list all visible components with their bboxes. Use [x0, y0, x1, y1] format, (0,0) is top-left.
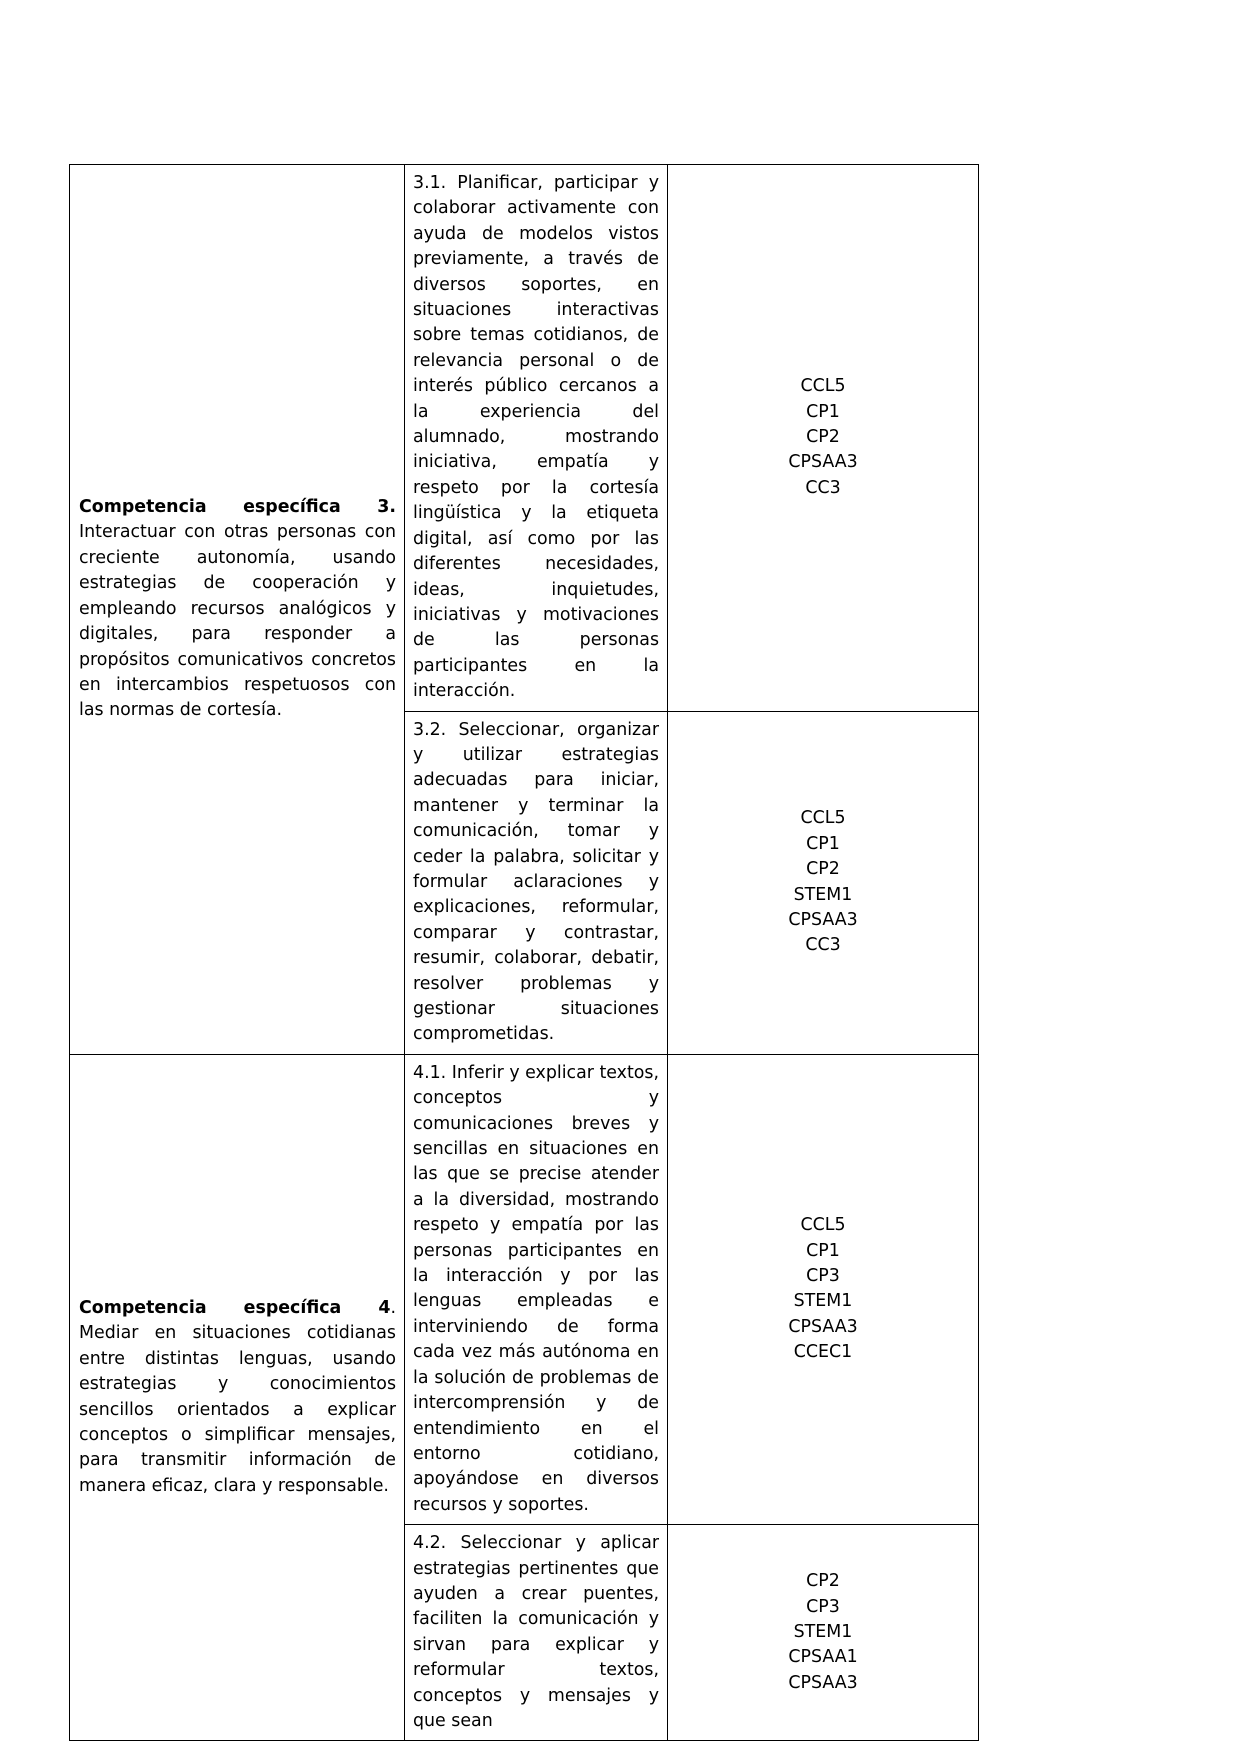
- descriptor-item: STEM1: [793, 1622, 853, 1643]
- descriptor-item: CP3: [806, 1266, 840, 1287]
- descriptor-item: CPSAA3: [788, 452, 858, 473]
- descriptor-item: CCL5: [800, 808, 846, 829]
- competencia-cell-3: [70, 165, 405, 1055]
- descriptor-list-4-1: [668, 1213, 978, 1365]
- descriptor-cell-4-1: [668, 1054, 979, 1524]
- criterio-cell-4-2: [405, 1525, 668, 1741]
- descriptor-item: CCEC1: [793, 1342, 853, 1363]
- criterio-cell-3-1: [405, 165, 668, 712]
- descriptor-list-3-1: [668, 374, 978, 501]
- table-row: [70, 1054, 979, 1524]
- curriculum-table: [69, 164, 979, 1741]
- descriptor-item: CCL5: [800, 1215, 846, 1236]
- descriptor-item: CPSAA1: [788, 1647, 858, 1668]
- descriptor-item: CP1: [806, 1240, 840, 1261]
- competencia-label-4: Competencia específica 4: [79, 1297, 391, 1318]
- criterio-text-3-2: 3.2. Seleccionar, organizar y utilizar estrategias adecuadas para iniciar, mantener y terminar la comunicación, tomar y ceder la palabra, solicitar y formular aclaraciones y explicaciones, reformular, comparar y contrastar, resumir, colaborar, debatir, resolver problemas y gestionar situaciones comprometidas.: [413, 719, 659, 1045]
- descriptor-list-3-2: [668, 806, 978, 958]
- table-row: [70, 165, 979, 712]
- descriptor-item: STEM1: [793, 884, 853, 905]
- descriptor-cell-4-2: [668, 1525, 979, 1741]
- descriptor-item: CC3: [805, 477, 841, 498]
- competencia-text-4: [79, 1296, 396, 1499]
- descriptor-item: STEM1: [793, 1291, 853, 1312]
- criterio-text-4-2: 4.2. Seleccionar y aplicar estrategias pertinentes que ayuden a crear puentes, faciliten la comunicación y sirvan para explicar y reformular textos, conceptos y mensajes y que sean: [413, 1533, 659, 1731]
- descriptor-item: CPSAA3: [788, 1672, 858, 1693]
- descriptor-item: CP2: [806, 1571, 840, 1592]
- criterio-text-3-1: 3.1. Planificar, participar y colaborar activamente con ayuda de modelos vistos previamente, a través de diversos soportes, en situaciones interactivas sobre temas cotidianos, de relevancia personal o de interés público cercanos a la experiencia del alumnado, mostrando iniciativa, empatía y respeto por la cortesía lingüística y la etiqueta digital, así como por las diferentes necesidades, ideas, inquietudes, iniciativas y motivaciones de las personas participantes en la interacción.: [413, 173, 659, 702]
- competencia-label-3: Competencia específica 3.: [79, 497, 396, 518]
- descriptor-item: CP1: [806, 401, 840, 422]
- descriptor-item: CPSAA3: [788, 910, 858, 931]
- descriptor-item: CPSAA3: [788, 1316, 858, 1337]
- descriptor-item: CP2: [806, 859, 840, 880]
- descriptor-cell-3-1: [668, 165, 979, 712]
- competencia-text-3: [79, 495, 396, 724]
- descriptor-item: CC3: [805, 935, 841, 956]
- criterio-cell-4-1: [405, 1054, 668, 1524]
- competencia-cell-4: [70, 1054, 405, 1741]
- descriptor-item: CP3: [806, 1596, 840, 1617]
- descriptor-cell-3-2: [668, 711, 979, 1054]
- competencia-body-4: . Mediar en situaciones cotidianas entre distintas lenguas, usando estrategias y conocimientos sencillos orientados a explicar conceptos o simplificar mensajes, para transmitir información de manera eficaz, clara y responsable.: [79, 1297, 396, 1496]
- competencia-body-3: Interactuar con otras personas con creciente autonomía, usando estrategias de cooperación y empleando recursos analógicos y digitales, para responder a propósitos comunicativos concretos en intercambios respetuosos con las normas de cortesía.: [79, 522, 396, 721]
- descriptor-list-4-2: [668, 1569, 978, 1696]
- descriptor-item: CP2: [806, 427, 840, 448]
- descriptor-item: CP1: [806, 833, 840, 854]
- descriptor-item: CCL5: [800, 376, 846, 397]
- criterio-cell-3-2: [405, 711, 668, 1054]
- criterio-text-4-1: 4.1. Inferir y explicar textos, conceptos y comunicaciones breves y sencillas en situaciones en las que se precise atender a la diversidad, mostrando respeto y empatía por las personas participantes en la interacción y por las lenguas empleadas e interviniendo de forma cada vez más autónoma en la solución de problemas de intercomprensión y de entendimiento en el entorno cotidiano, apoyándose en diversos recursos y soportes.: [413, 1062, 659, 1515]
